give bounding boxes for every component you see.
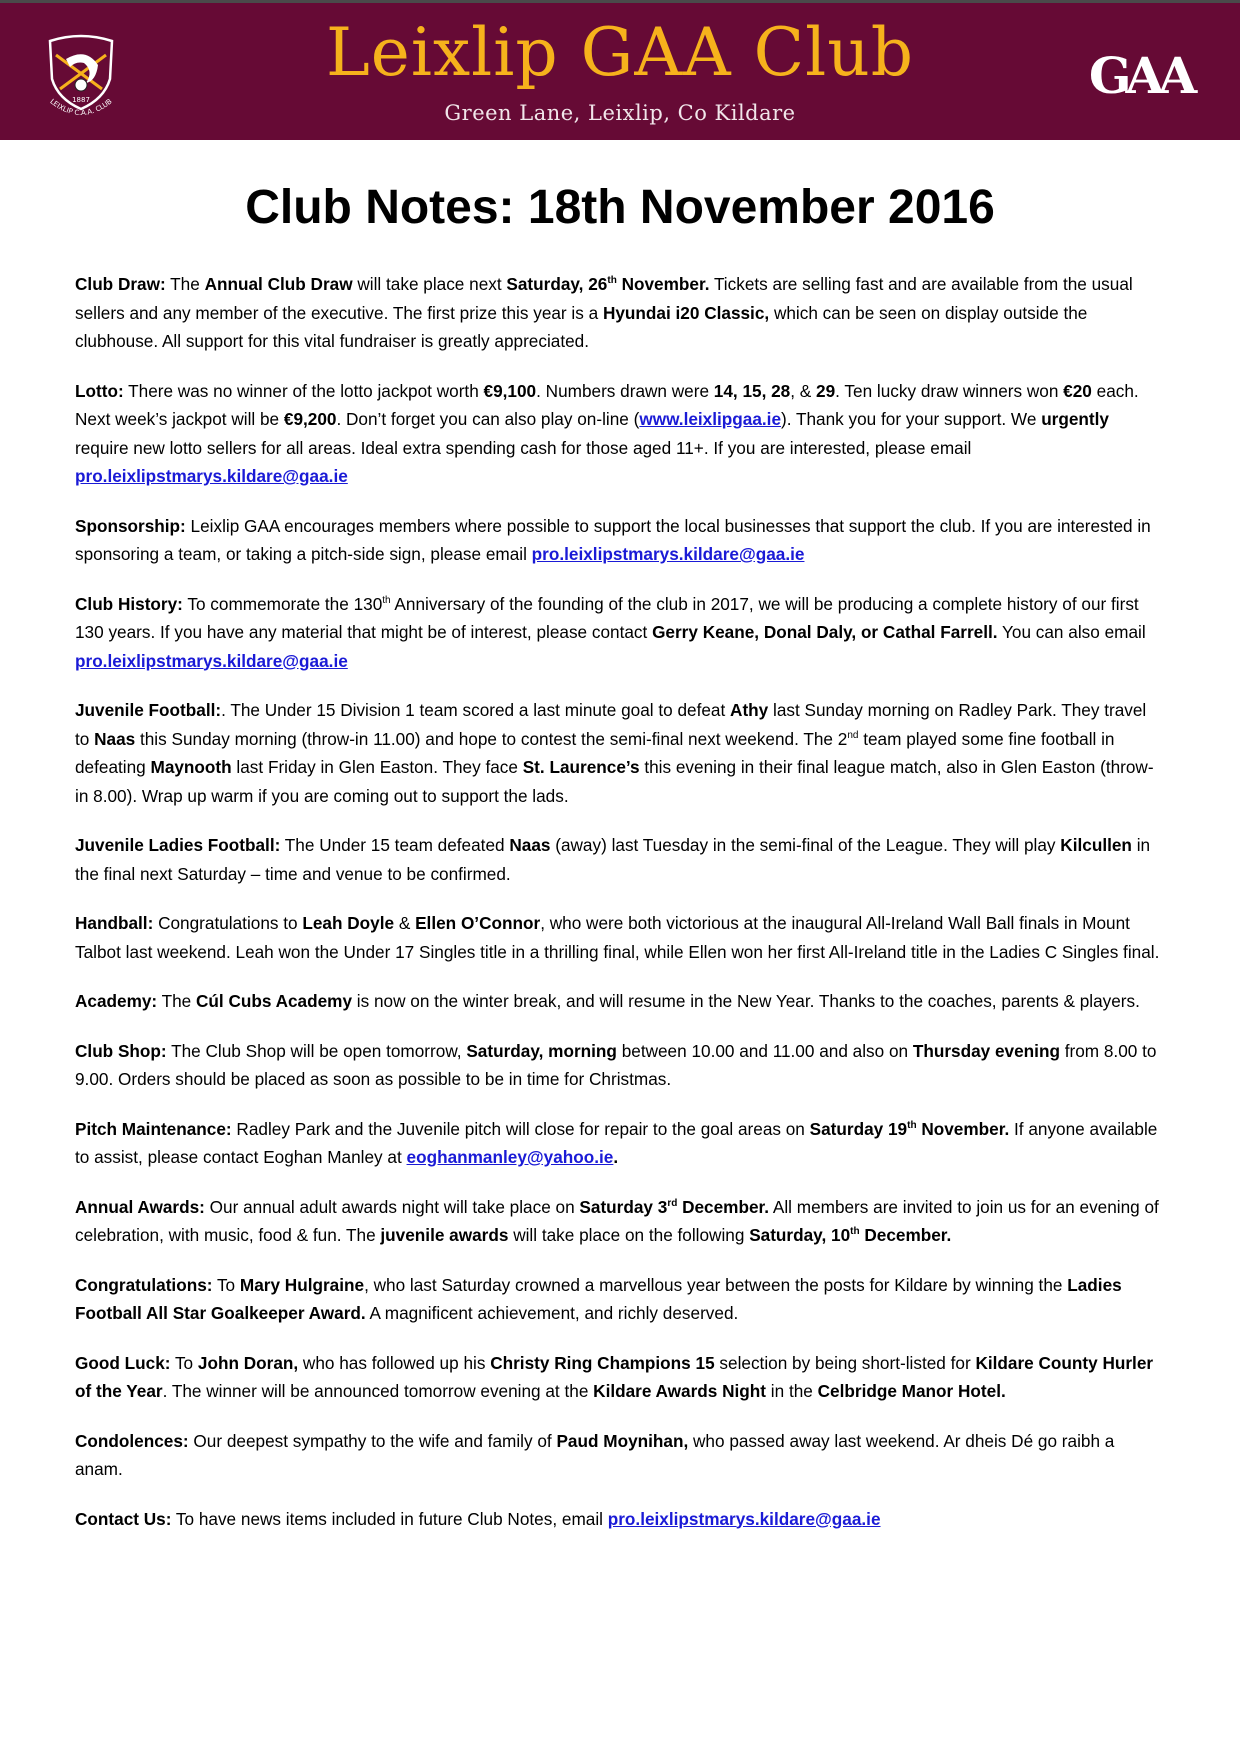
section-good-luck <box>75 1349 1165 1406</box>
section-heading: Contact Us: <box>75 1508 172 1529</box>
text: . Numbers drawn were <box>536 380 714 401</box>
section-club-history <box>75 590 1165 676</box>
email-link[interactable]: pro.leixlipstmarys.kildare@gaa.ie <box>531 544 805 564</box>
text: Congratulations to <box>153 913 303 933</box>
text: require new lotto sellers for all areas. Ideal extra spending cash for those aged 11+. If you are interested, please email <box>75 437 972 458</box>
text: . The Under 15 Division 1 team scored a last minute goal to defeat <box>221 700 731 720</box>
bold-text: John Doran, <box>197 1352 299 1373</box>
section-handball <box>75 909 1165 966</box>
text: . The winner will be announced tomorrow evening at the <box>162 1381 594 1401</box>
bold-text: Kildare County Hurler of the Year <box>75 1352 1154 1401</box>
section-club-draw <box>75 270 1165 356</box>
bold-text: November. <box>616 274 710 294</box>
website-link[interactable]: www.leixlipgaa.ie <box>639 409 782 429</box>
text: . Don’t forget you can also play on-line ( <box>336 409 640 429</box>
text: All members are invited to join us for an evening of celebration, with music, food & fun. The <box>75 1196 1159 1245</box>
text: who has followed up his <box>298 1352 491 1373</box>
bold-text: St. Laurence’s <box>522 757 640 777</box>
bold-text: €20 <box>1063 380 1092 401</box>
section-heading: Juvenile Football: <box>75 700 222 720</box>
text: To have news items included in future Club Notes, email <box>171 1508 608 1529</box>
bold-text: Mary Hulgraine <box>239 1274 365 1295</box>
club-banner <box>0 3 1240 140</box>
text: team played some fine football in defeating <box>75 728 1115 777</box>
text: , who last Saturday crowned a marvellous year between the posts for Kildare by winning the <box>364 1274 1068 1295</box>
text: from 8.00 to 9.00. Orders should be placed as soon as possible to be in time for Christmas. <box>75 1040 1157 1089</box>
gaa-logo-text: GAA <box>1088 46 1192 105</box>
crest-text: LEIXLIP C.A.A. CLUB <box>48 97 114 118</box>
text: Our deepest sympathy to the wife and family of <box>188 1430 557 1451</box>
section-lotto <box>75 377 1165 491</box>
bold-text: Celbridge Manor Hotel. <box>817 1381 1006 1401</box>
text: If anyone available to assist, please contact Eoghan Manley at <box>75 1118 1158 1167</box>
superscript: th <box>607 275 617 286</box>
bold-text: €9,200 <box>283 409 337 429</box>
text: in the <box>766 1381 818 1401</box>
bold-text: Saturday, 10 <box>749 1225 851 1245</box>
bold-text: €9,100 <box>483 380 537 401</box>
bold-text: Hyundai i20 Classic, <box>602 302 770 323</box>
bold-text: Naas <box>509 835 551 855</box>
text: last Sunday morning on Radley Park. They travel to <box>75 700 1147 749</box>
email-link[interactable]: pro.leixlipstmarys.kildare@gaa.ie <box>75 466 348 486</box>
bold-text: Saturday, morning <box>466 1040 617 1061</box>
section-heading: Sponsorship: <box>75 515 186 536</box>
club-notes-body <box>75 270 1165 1554</box>
bold-text: Kildare Awards Night <box>593 1381 767 1401</box>
section-heading: Lotto: <box>75 380 124 401</box>
section-annual-awards <box>75 1193 1165 1250</box>
gaa-logo <box>1070 45 1210 105</box>
text: The Under 15 team defeated <box>280 835 510 855</box>
text: To <box>170 1352 198 1373</box>
section-juvenile-ladies-football <box>75 831 1165 888</box>
bold-text: Paud Moynihan, <box>556 1430 689 1451</box>
bold-text: juvenile awards <box>380 1225 509 1245</box>
text: who passed away last weekend. Ar dheis Dé go raibh a anam. <box>75 1430 1115 1479</box>
bold-text: November. <box>916 1118 1010 1139</box>
text: , & <box>790 380 817 401</box>
email-link[interactable]: pro.leixlipstmarys.kildare@gaa.ie <box>75 650 348 671</box>
text: will take place on the following <box>508 1225 750 1245</box>
text: & <box>394 913 416 933</box>
bold-text: Kilcullen <box>1060 835 1132 855</box>
section-heading: Good Luck: <box>75 1352 171 1373</box>
section-condolences <box>75 1427 1165 1484</box>
text: The Club Shop will be open tomorrow, <box>166 1040 467 1061</box>
bold-text: urgently <box>1041 409 1109 429</box>
text: last Friday in Glen Easton. They face <box>231 757 523 777</box>
text: A magnificent achievement, and richly deserved. <box>365 1303 739 1323</box>
bold-text: Naas <box>94 728 136 749</box>
text: To commemorate the 130 <box>182 593 383 614</box>
superscript: th <box>382 594 391 606</box>
section-academy <box>75 987 1165 1016</box>
text: which can be seen on display outside the clubhouse. All support for this vital fundraiser is greatly appreciated. <box>75 302 1088 351</box>
text: , who were both victorious at the inaugural All-Ireland Wall Ball finals in Mount Talbot last weekend. Leah won the Under 17 Singles title in a thrilling final, while Ellen won her first All-Ireland title in the Ladies C Singles final. <box>75 913 1160 962</box>
text: Tickets are selling fast and are available from the usual sellers and any member of the executive. The first prize this year is a <box>75 274 1133 323</box>
crest-year: 1887 <box>72 96 90 104</box>
text: Anniversary of the founding of the club in 2017, we will be producing a complete history of our first 130 years. If you have any material that might be of interest, please contact <box>75 593 1139 642</box>
text: Leixlip GAA encourages members where possible to support the local businesses that support the club. If you are interested in sponsoring a team, or taking a pitch-side sign, please email <box>75 515 1151 564</box>
bold-text: Saturday 3 <box>579 1196 668 1217</box>
section-heading: Condolences: <box>75 1430 189 1451</box>
text: Radley Park and the Juvenile pitch will close for repair to the goal areas on <box>231 1118 810 1139</box>
text: this evening in their final league match, also in Glen Easton (throw-in 8.00). Wrap up warm if you are coming out to support the lads. <box>75 757 1154 806</box>
superscript: nd <box>847 729 859 741</box>
text: will take place next <box>352 274 507 294</box>
text: between 10.00 and 11.00 and also on <box>616 1040 913 1061</box>
bold-text: Saturday, 26 <box>506 274 608 294</box>
section-heading: Pitch Maintenance: <box>75 1118 232 1139</box>
section-club-shop <box>75 1037 1165 1094</box>
bold-text: December. <box>859 1225 952 1245</box>
superscript: th <box>850 1226 860 1237</box>
superscript: th <box>907 1119 917 1131</box>
page-title: Club Notes: 18th November 2016 <box>245 181 995 234</box>
section-heading: Academy: <box>75 991 158 1011</box>
section-heading: Club Shop: <box>75 1040 167 1061</box>
section-heading: Congratulations: <box>75 1274 213 1295</box>
section-heading: Handball: <box>75 913 154 933</box>
text: The <box>157 991 197 1011</box>
section-heading: Club Draw: <box>75 274 166 294</box>
bold-text: Gerry Keane, Donal Daly, or Cathal Farrell. <box>652 622 998 642</box>
section-pitch-maintenance <box>75 1115 1165 1172</box>
superscript: rd <box>667 1197 678 1209</box>
bold-text: Thursday evening <box>912 1040 1060 1061</box>
bold-text: Annual Club Draw <box>204 274 353 294</box>
bold-text: Cúl Cubs Academy <box>196 991 353 1011</box>
bold-text: Maynooth <box>150 757 232 777</box>
bold-text: 29 <box>816 380 836 401</box>
bold-text: Saturday 19 <box>809 1118 908 1139</box>
text: You can also email <box>997 622 1146 642</box>
text: ). Thank you for your support. We <box>781 409 1042 429</box>
text: selection by being short-listed for <box>714 1352 976 1373</box>
email-link[interactable]: pro.leixlipstmarys.kildare@gaa.ie <box>607 1508 881 1529</box>
club-name: Leixlip GAA Club <box>325 14 915 91</box>
section-congratulations <box>75 1271 1165 1328</box>
club-address: Green Lane, Leixlip, Co Kildare <box>444 101 796 125</box>
section-contact-us <box>75 1505 1165 1534</box>
bold-text: Athy <box>730 700 769 720</box>
section-juvenile-football <box>75 696 1165 810</box>
bold-text: Ellen O’Connor <box>415 913 541 933</box>
bold-text: . <box>613 1147 619 1167</box>
text: in the final next Saturday – time and venue to be confirmed. <box>75 835 1151 884</box>
text: (away) last Tuesday in the semi-final of the League. They will play <box>550 835 1061 855</box>
text: To <box>212 1274 240 1295</box>
section-heading: Annual Awards: <box>75 1196 205 1217</box>
bold-text: 14, 15, 28 <box>713 380 791 401</box>
text: is now on the winter break, and will resume in the New Year. Thanks to the coaches, parents & players. <box>352 991 1140 1011</box>
section-heading: Juvenile Ladies Football: <box>75 835 281 855</box>
bold-text: Ladies Football All Star Goalkeeper Award. <box>75 1274 1122 1323</box>
text: There was no winner of the lotto jackpot worth <box>123 380 484 401</box>
text: each. Next week’s jackpot will be <box>75 380 1139 429</box>
section-heading: Club History: <box>75 593 183 614</box>
text: . Ten lucky draw winners won <box>835 380 1064 401</box>
bold-text: Christy Ring Champions 15 <box>490 1352 715 1373</box>
bold-text: December. <box>677 1196 770 1217</box>
text: Our annual adult awards night will take place on <box>204 1196 580 1217</box>
text: The <box>165 274 205 294</box>
email-link[interactable]: eoghanmanley@yahoo.ie <box>406 1147 614 1167</box>
section-sponsorship <box>75 512 1165 569</box>
bold-text: Leah Doyle <box>302 913 395 933</box>
text: this Sunday morning (throw-in 11.00) and hope to contest the semi-final next weekend. The 2 <box>135 728 848 749</box>
